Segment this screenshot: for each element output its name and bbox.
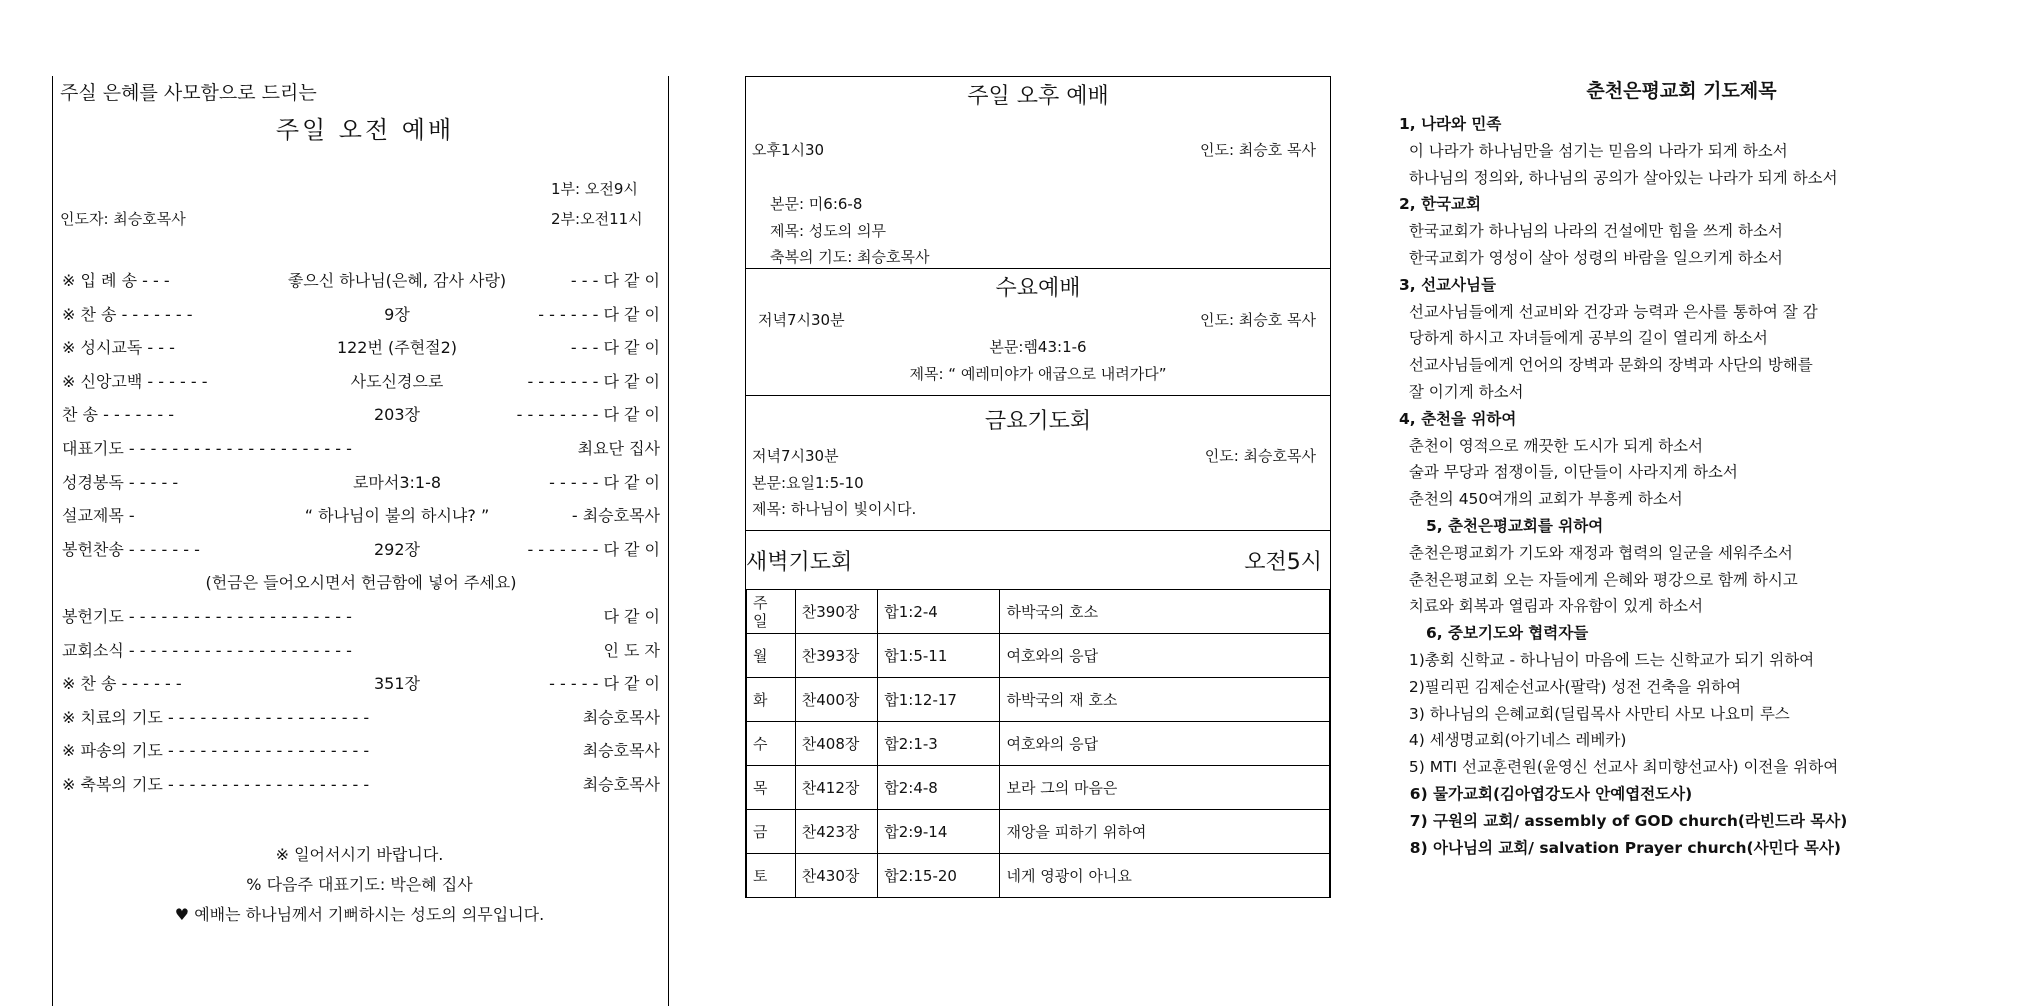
prayer-item: 이 나라가 하나님만을 섬기는 믿음의 나라가 되게 하소서 — [1399, 141, 1788, 160]
dawn-bible: 합1:5-11 — [878, 634, 1000, 678]
prayer-item: 치료와 회복과 열림과 자유함이 있게 하소서 — [1399, 597, 1704, 616]
afternoon-leader: 인도: 최승호 목사 — [1199, 141, 1316, 159]
dawn-bible: 합2:15-20 — [878, 854, 1000, 898]
order-leader: 최승호목사 — [582, 775, 660, 794]
prayer-heading: 3, 선교사님들 — [1399, 275, 1496, 294]
order-content: 122번 (주현절2) — [336, 338, 458, 358]
dawn-topic: 여호와의 응답 — [1000, 634, 1330, 678]
prayer-item: 술과 무당과 점쟁이들, 이단들이 사라지게 하소서 — [1399, 463, 1738, 482]
prayer-item: 당하게 하시고 자녀들에게 공부의 길이 열리게 하소서 — [1399, 329, 1768, 348]
afternoon-title: 주일 오후 예배 — [967, 84, 1109, 109]
prayer-title: 춘천은평교회 기도제목 — [1586, 80, 1777, 102]
afternoon-time: 오후1시30 — [752, 141, 825, 159]
dawn-hymn: 찬393장 — [795, 634, 878, 678]
dawn-row — [747, 722, 1330, 766]
prayer-item: 3) 하나님의 은혜교회(딜립목사 사만티 사모 나요미 루스 — [1399, 704, 1790, 723]
order-part: ※ 파송의 기도 - - - - - - - - - - - - - - - - - - - — [62, 741, 370, 761]
middle-box — [745, 76, 1331, 898]
dawn-header — [746, 531, 1330, 589]
dawn-day: 주 일 — [747, 590, 796, 634]
order-item — [62, 738, 660, 762]
prayer-item: 춘천의 450여개의 교회가 부흥케 하소서 — [1399, 490, 1683, 509]
order-leader: - - - - - 다 같 이 — [549, 472, 660, 492]
wednesday-text: 본문:렘43:1-6 — [989, 338, 1087, 356]
prayer-heading: 5, 춘천은평교회를 위하여 — [1399, 517, 1604, 535]
order-item — [62, 369, 660, 393]
prayer-item: 5) MTI 선교훈련원(윤영신 선교사 최미향선교사) 이전을 위하여 — [1399, 758, 1839, 777]
order-leader: - - - 다 같 이 — [570, 338, 660, 358]
afternoon-text: 본문: 미6:6-8 — [770, 195, 863, 213]
order-part: ※ 축복의 기도 - - - - - - - - - - - - - - - - - - - — [62, 775, 370, 794]
order-leader: - 최승호목사 — [571, 506, 660, 526]
footer-line: % 다음주 대표기도: 박은혜 집사 — [246, 875, 473, 894]
afternoon-blessing: 축복의 기도: 최승호목사 — [770, 248, 930, 266]
footer-line: ♥ 예배는 하나님께서 기뻐하시는 성도의 의무입니다. — [174, 905, 545, 924]
wednesday-time: 저녁7시30분 — [758, 311, 845, 329]
dawn-time: 오전5시 — [1244, 550, 1322, 575]
dawn-hymn: 찬400장 — [795, 678, 878, 722]
prayer-heading: 7) 구원의 교회/ assembly of GOD church(라빈드라 목사) — [1399, 811, 1848, 830]
order-content: 사도신경으로 — [350, 371, 444, 391]
order-item — [62, 705, 660, 729]
order-part: ※ 신앙고백 - - - - - - — [62, 371, 208, 391]
left-title: 주일 오전 예배 — [275, 116, 455, 144]
prayer-item: 한국교회가 하나님의 나라의 건설에만 힘을 쓰게 하소서 — [1399, 222, 1783, 241]
order-part: ※ 찬 송 - - - - - - - — [62, 304, 193, 324]
prayer-heading: 4, 춘천을 위하여 — [1399, 409, 1517, 428]
order-item — [62, 671, 660, 695]
order-item — [62, 302, 660, 326]
order-leader: 다 같 이 — [603, 607, 660, 626]
dawn-row — [747, 678, 1330, 722]
prayer-item: 하나님의 정의와, 하나님의 공의가 살아있는 나라가 되게 하소서 — [1399, 168, 1838, 187]
friday-section — [746, 396, 1330, 531]
dawn-day: 토 — [747, 854, 796, 898]
order-item — [62, 638, 660, 662]
dawn-row — [747, 590, 1330, 634]
dawn-row — [747, 810, 1330, 854]
dawn-bible: 합1:12-17 — [878, 678, 1000, 722]
dawn-hymn: 찬430장 — [795, 854, 878, 898]
wednesday-title: 수요예배 — [995, 276, 1081, 301]
prayer-item: 춘천은평교회가 기도와 재정과 협력의 일군을 세워주소서 — [1399, 543, 1793, 562]
prayer-item: 잘 이기게 하소서 — [1399, 383, 1524, 401]
friday-leader: 인도: 최승호목사 — [1204, 447, 1316, 465]
dawn-bible: 합2:4-8 — [878, 766, 1000, 810]
dawn-topic: 보라 그의 마음은 — [1000, 766, 1330, 810]
dawn-day: 월 — [747, 634, 796, 678]
dawn-topic: 재앙을 피하기 위하여 — [1000, 810, 1330, 854]
afternoon-section — [746, 77, 1330, 269]
order-leader: - - - - - - - 다 같 이 — [527, 371, 660, 391]
dawn-title: 새벽기도회 — [746, 550, 853, 575]
dawn-bible: 합2:9-14 — [878, 810, 1000, 854]
order-item — [62, 335, 660, 359]
wednesday-section — [746, 269, 1330, 396]
prayer-item: 한국교회가 영성이 살아 성령의 바람을 일으키게 하소서 — [1399, 249, 1783, 267]
dawn-day: 목 — [747, 766, 796, 810]
order-leader: 최승호목사 — [582, 741, 660, 761]
afternoon-sermon: 제목: 성도의 의무 — [770, 222, 887, 240]
dawn-hymn: 찬423장 — [795, 810, 878, 854]
dawn-table — [746, 589, 1330, 898]
order-leader: 최요단 집사 — [577, 439, 660, 458]
order-leader: - - - - - - 다 같 이 — [538, 304, 660, 324]
prayer-item: 4) 세생명교회(아기네스 레베카) — [1399, 731, 1627, 750]
dawn-row — [747, 634, 1330, 678]
leader: 인도자: 최승호목사 — [60, 210, 186, 228]
order-content: 351장 — [374, 674, 420, 694]
order-content: 로마서3:1-8 — [352, 472, 442, 492]
footer-line: ※ 일어서시기 바랍니다. — [275, 845, 444, 864]
order-part: ※ 성시교독 - - - — [62, 338, 175, 358]
dawn-day: 화 — [747, 678, 796, 722]
prayer-item: 1)총회 신학교 - 하나님이 마음에 드는 신학교가 되기 위하여 — [1399, 651, 1815, 669]
prayer-item: 2)필리핀 김제순선교사(팔락) 성전 건축을 위하여 — [1399, 677, 1742, 696]
order-part: 봉헌찬송 - - - - - - - — [62, 539, 200, 559]
prayer-heading: 6, 중보기도와 협력자들 — [1399, 624, 1589, 643]
order-item — [62, 570, 660, 594]
wednesday-leader: 인도: 최승호 목사 — [1199, 311, 1316, 329]
prayer-item: 선교사님들에게 선교비와 건강과 능력과 은사를 통하여 잘 감 — [1399, 302, 1818, 321]
friday-text: 본문:요일1:5-10 — [752, 474, 864, 492]
second-service-time: 2부:오전11시 — [551, 210, 643, 228]
order-item — [62, 772, 660, 796]
order-item — [62, 402, 660, 426]
prayer-heading: 2, 한국교회 — [1399, 195, 1481, 214]
order-item — [62, 268, 660, 292]
first-service-time: 1부: 오전9시 — [551, 180, 638, 198]
prayer-item: 춘천은평교회 오는 자들에게 은혜와 평강으로 함께 하시고 — [1399, 570, 1798, 589]
order-item — [62, 503, 660, 527]
friday-title: 금요기도회 — [984, 409, 1092, 434]
order-part: 봉헌기도 - - - - - - - - - - - - - - - - - - - - - — [62, 607, 352, 626]
order-part: 성경봉독 - - - - - — [62, 472, 179, 492]
order-leader: 최승호목사 — [582, 707, 660, 727]
order-leader: 인 도 자 — [603, 640, 660, 660]
prayer-item: 선교사님들에게 언어의 장벽과 문화의 장벽과 사단의 방해를 — [1399, 356, 1813, 375]
dawn-row — [747, 854, 1330, 898]
order-content: 203장 — [374, 405, 420, 425]
dawn-topic: 네게 영광이 아니요 — [1000, 854, 1330, 898]
friday-time: 저녁7시30분 — [752, 447, 839, 465]
dawn-hymn: 찬390장 — [795, 590, 878, 634]
order-item — [62, 470, 660, 494]
prayer-heading: 8) 아나님의 교회/ salvation Prayer church(사민다 목사) — [1399, 838, 1841, 857]
dawn-bible: 합1:2-4 — [878, 590, 1000, 634]
prayer-heading: 1, 나라와 민족 — [1399, 115, 1502, 133]
order-item — [62, 436, 660, 460]
order-part: ※ 입 례 송 - - - — [62, 271, 170, 290]
order-part: ※ 치료의 기도 - - - - - - - - - - - - - - - - - - - — [62, 707, 370, 727]
order-part: 설교제목 - — [62, 506, 135, 526]
dawn-topic: 하박국의 호소 — [1000, 590, 1330, 634]
wednesday-sermon: 제목: “ 예레미야가 애굽으로 내려가다” — [909, 365, 1167, 383]
order-part: 찬 송 - - - - - - - — [62, 405, 175, 425]
prayer-item: 춘천이 영적으로 깨끗한 도시가 되게 하소서 — [1399, 436, 1704, 455]
dawn-row — [747, 766, 1330, 810]
order-leader: - - - - - 다 같 이 — [549, 674, 660, 694]
dawn-day: 금 — [747, 810, 796, 854]
order-item — [62, 537, 660, 561]
left-subtitle: 주실 은혜를 사모함으로 드리는 — [60, 82, 317, 104]
order-content: 292장 — [374, 539, 420, 559]
order-part: 대표기도 - - - - - - - - - - - - - - - - - - - - - — [62, 439, 352, 458]
order-part: ※ 찬 송 - - - - - - — [62, 674, 182, 694]
order-leader: - - - - - - - 다 같 이 — [527, 539, 660, 559]
order-content: 9장 — [384, 304, 410, 324]
dawn-day: 수 — [747, 722, 796, 766]
dawn-hymn: 찬408장 — [795, 722, 878, 766]
order-content: 좋으신 하나님(은혜, 감사 사랑) — [287, 271, 507, 290]
dawn-topic: 여호와의 응답 — [1000, 722, 1330, 766]
order-content: “ 하나님이 불의 하시냐? ” — [304, 506, 490, 526]
order-leader: - - - - - - - - 다 같 이 — [516, 405, 660, 425]
dawn-bible: 합2:1-3 — [878, 722, 1000, 766]
order-leader: - - - 다 같 이 — [570, 271, 660, 290]
order-content: (헌금은 들어오시면서 헌금함에 넣어 주세요) — [205, 573, 517, 593]
order-part: 교회소식 - - - - - - - - - - - - - - - - - - - - - — [62, 640, 352, 660]
dawn-hymn: 찬412장 — [795, 766, 878, 810]
prayer-heading: 6) 물가교회(김아엽강도사 안예엽전도사) — [1399, 785, 1693, 803]
order-item — [62, 604, 660, 628]
dawn-topic: 하박국의 재 호소 — [1000, 678, 1330, 722]
friday-sermon: 제목: 하나님이 빛이시다. — [752, 500, 917, 518]
